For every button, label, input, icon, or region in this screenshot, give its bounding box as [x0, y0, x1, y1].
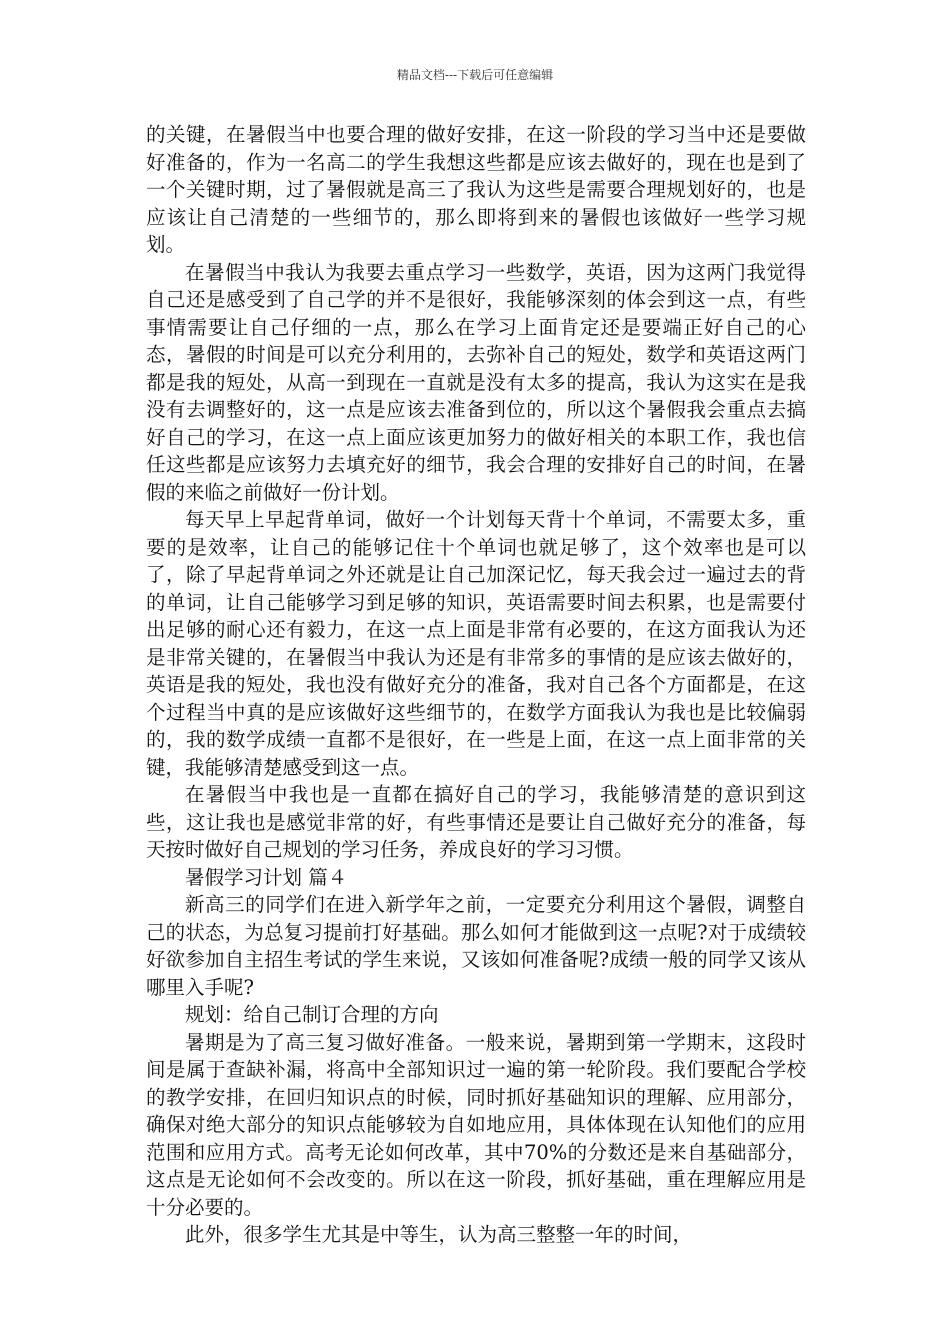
section-heading: 暑假学习计划 篇４ — [185, 865, 348, 889]
subheading: 规划：给自己制订合理的方向 — [185, 1003, 439, 1026]
paragraph: 此外，很多学生尤其是中等生，认为高三整整一年的时间， — [185, 1223, 693, 1246]
paragraph: 新高三的同学们在进入新学年之前，一定要充分利用这个暑假，调整自己的状态，为总复习提前打好基础。那么如何才能做到这一点呢?对于成绩较好欲参加自主招生考试的学生来说，又该如何准备呢?成绩一般的同学又该从哪里入手呢? — [146, 893, 806, 999]
page-header: 精品文档---下载后可任意编辑 — [396, 68, 554, 82]
paragraph-continued: 的关键，在暑假当中也要合理的做好安排，在这一阶段的学习当中还是要做好准备的，作为一名高二的学生我想这些都是应该去做好的，现在也是到了一个关键时期，过了暑假就是高三了我认为这些是需要合理规划好的，也是应该让自己清楚的一些细节的，那么即将到来的暑假也该做好一些学习规划。 — [146, 123, 806, 256]
paragraph: 在暑假当中我认为我要去重点学习一些数学，英语，因为这两门我觉得自己还是感受到了自己学的并不是很好，我能够深刻的体会到这一点，有些事情需要让自己仔细的一点，那么在学习上面肯定还是要端正好自己的心态，暑假的时间是可以充分利用的，去弥补自己的短处，数学和英语这两门都是我的短处，从高一到现在一直就是没有太多的提高，我认为这实在是我没有去调整好的，这一点是应该去准备到位的，所以这个暑假我会重点去搞好自己的学习，在这一点上面应该更加努力的做好相关的本职工作，我也信任这些都是应该努力去填充好的细节，我会合理的安排好自己的时间，在暑假的来临之前做好一份计划。 — [146, 260, 806, 504]
paragraph: 暑期是为了高三复习做好准备。一般来说，暑期到第一学期末，这段时间是属于查缺补漏，将高中全部知识过一遍的第一轮阶段。我们要配合学校的教学安排，在回归知识点的时候，同时抓好基础知识的理解、应用部分，确保对绝大部分的知识点能够较为自如地应用，具体体现在认知他们的应用范围和应用方式。高考无论如何改革，其中70%的分数还是来自基础部分，这点是无论如何不会改变的。所以在这一阶段，抓好基础，重在理解应用是十分必要的。 — [146, 1030, 806, 1219]
paragraph: 在暑假当中我也是一直都在搞好自己的学习，我能够清楚的意识到这些，这让我也是感觉非常的好，有些事情还是要让自己做好充分的准备，每天按时做好自己规划的学习任务，养成良好的学习习惯。 — [146, 783, 806, 861]
document-body — [146, 121, 806, 1249]
paragraph: 每天早上早起背单词，做好一个计划每天背十个单词，不需要太多，重要的是效率，让自己的能够记住十个单词也就足够了，这个效率也是可以了，除了早起背单词之外还就是让自己加深记忆，每天我会过一遍过去的背的单词，让自己能够学习到足够的知识，英语需要时间去积累，也是需要付出足够的耐心还有毅力，在这一点上面是非常有必要的，在这方面我认为还是非常关键的，在暑假当中我认为还是有非常多的事情的是应该去做好的，英语是我的短处，我也没有做好充分的准备，我对自己各个方面都是，在这个过程当中真的是应该做好这些细节的，在数学方面我认为我也是比较偏弱的，我的数学成绩一直都不是很好，在一些是上面，在这一点上面非常的关键，我能够清楚感受到这一点。 — [146, 508, 806, 779]
